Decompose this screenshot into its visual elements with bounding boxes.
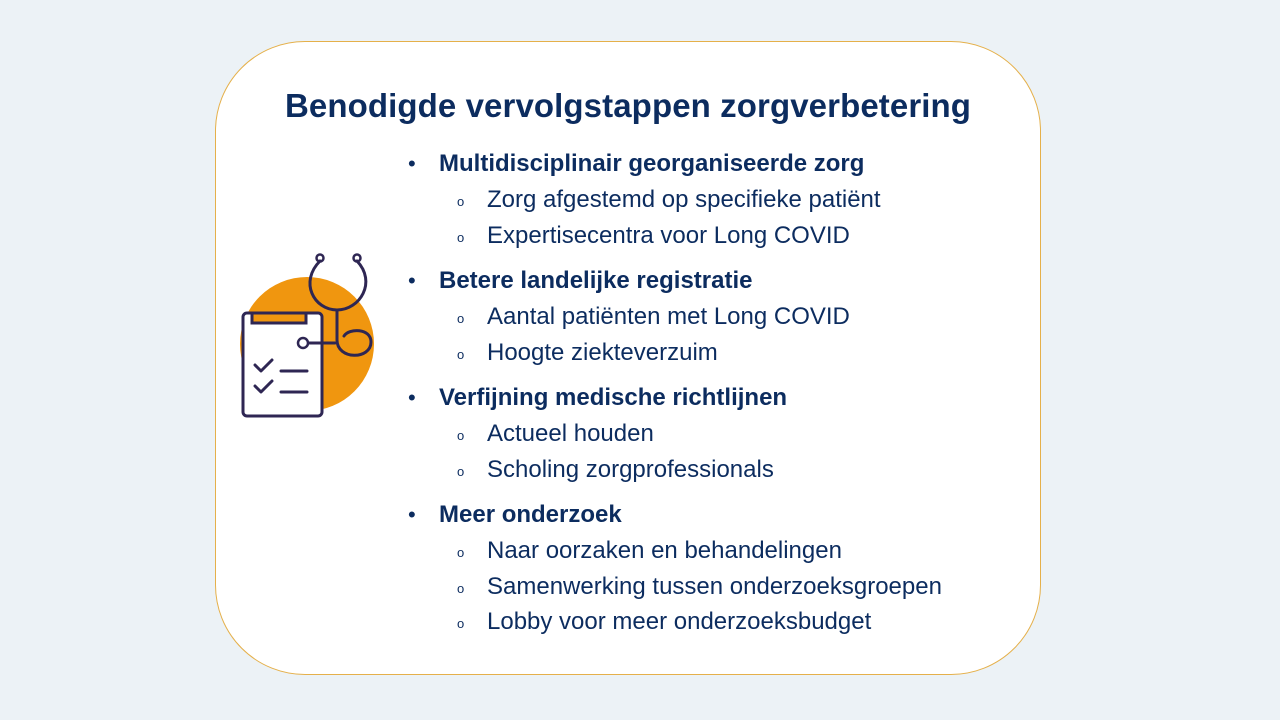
sub-item-label: Expertisecentra voor Long COVID (487, 221, 850, 249)
sub-item-label: Actueel houden (487, 420, 654, 447)
sub-bullet: o (457, 428, 465, 443)
sub-list (439, 299, 942, 370)
sub-item-label: Aantal patiënten met Long COVID (487, 303, 850, 330)
slide-card (215, 41, 1041, 675)
steps-list (408, 148, 942, 640)
slide-title: Benodigde vervolgstappen zorgverbetering (284, 87, 972, 124)
sub-list-item (457, 452, 942, 488)
sub-bullet: o (457, 311, 465, 326)
list-item (408, 265, 942, 370)
sub-item-label: Hoogte ziekteverzuim (487, 338, 718, 366)
bullet: • (408, 385, 416, 410)
list-item-label: Meer onderzoek (439, 501, 622, 528)
sub-bullet: o (457, 580, 465, 596)
sub-bullet: o (457, 346, 465, 362)
sub-bullet: o (457, 616, 465, 631)
bullet: • (408, 502, 416, 527)
sub-list-item (457, 604, 942, 640)
sub-list-item (457, 335, 942, 371)
sub-item-label: Naar oorzaken en behandelingen (487, 537, 842, 564)
sub-list-item (457, 182, 942, 218)
sub-item-label: Zorg afgestemd op specifieke patiënt (487, 186, 881, 213)
sub-bullet: o (457, 545, 465, 560)
sub-list-item (457, 416, 942, 452)
sub-list-item (457, 218, 942, 254)
sub-item-label: Scholing zorgprofessionals (487, 455, 774, 483)
list-item (408, 499, 942, 640)
list-item-label: Verfijning medische richtlijnen (439, 384, 788, 411)
clipboard-stethoscope-icon (239, 252, 379, 422)
list-item-label: Betere landelijke registratie (439, 267, 753, 294)
bullet: • (408, 268, 416, 293)
list-item (408, 382, 942, 487)
sub-item-label: Lobby voor meer onderzoeksbudget (487, 608, 872, 635)
sub-item-label: Samenwerking tussen onderzoeksgroepen (487, 572, 942, 600)
sub-list-item (457, 569, 942, 605)
bullet: • (408, 151, 416, 176)
sub-list (439, 416, 942, 487)
sub-bullet: o (457, 463, 465, 479)
list-item-label: Multidisciplinair georganiseerde zorg (439, 150, 865, 177)
sub-list (439, 533, 942, 640)
sub-list-item (457, 299, 942, 335)
list-item (408, 148, 942, 253)
sub-bullet: o (457, 194, 465, 209)
sub-list (439, 182, 942, 253)
sub-list-item (457, 533, 942, 569)
sub-bullet: o (457, 229, 465, 245)
